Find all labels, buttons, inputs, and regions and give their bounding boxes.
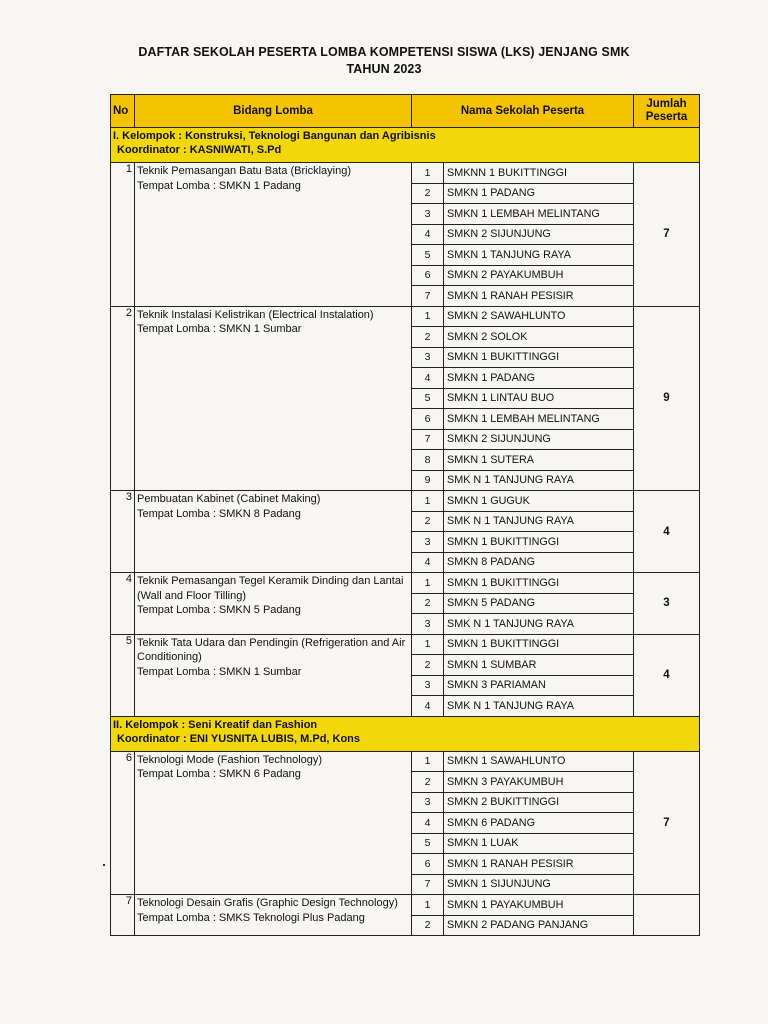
school-name: SMKN 1 PADANG [444,368,634,389]
school-name: SMKN 1 LUAK [444,833,634,854]
participant-count: 4 [634,634,700,716]
group-header [111,128,700,163]
school-index: 6 [412,854,444,875]
school-name: SMKN 8 PADANG [444,552,634,573]
group-row [111,716,700,751]
competition-name: Teknik Pemasangan Batu Bata (Bricklaying) [137,165,351,177]
school-name: SMKN 1 GUGUK [444,491,634,512]
competition-number: 7 [111,895,135,936]
competition-venue: Tempat Lomba : SMKN 5 Padang [137,604,301,616]
school-name: SMKN 1 PADANG [444,183,634,204]
competition-cell [135,634,412,716]
school-name: SMK N 1 TANJUNG RAYA [444,614,634,635]
school-name: SMKN 2 SIJUNJUNG [444,224,634,245]
school-name: SMK N 1 TANJUNG RAYA [444,696,634,717]
participant-count: 3 [634,573,700,635]
school-index: 4 [412,813,444,834]
group-header [111,716,700,751]
school-name: SMKN 1 LEMBAH MELINTANG [444,409,634,430]
school-name: SMKN 2 BUKITTINGGI [444,792,634,813]
school-name: SMKN 1 BUKITTINGGI [444,573,634,594]
participant-count [634,895,700,936]
competition-name: Teknik Pemasangan Tegel Keramik Dinding dan Lantai (Wall and Floor Tilling) [137,575,404,602]
participant-count: 7 [634,163,700,307]
school-name: SMKN 1 LEMBAH MELINTANG [444,204,634,225]
participants-table [110,94,700,936]
header-no: No [111,95,135,128]
header-bidang: Bidang Lomba [135,95,412,128]
competition-name: Pembuatan Kabinet (Cabinet Making) [137,493,321,505]
school-index: 1 [412,634,444,655]
school-name: SMKN 1 TANJUNG RAYA [444,245,634,266]
school-name: SMKN 2 SOLOK [444,327,634,348]
table-row [111,306,700,327]
school-index: 3 [412,614,444,635]
school-name: SMKNN 1 BUKITTINGGI [444,163,634,184]
group-title: II. Kelompok : Seni Kreatif dan Fashion [113,718,318,731]
table-row [111,751,700,772]
school-index: 2 [412,511,444,532]
competition-name: Teknologi Mode (Fashion Technology) [137,753,323,766]
participant-count: 4 [634,491,700,573]
competition-name: Teknik Instalasi Kelistrikan (Electrical Instalation) [137,308,374,321]
competition-cell [135,751,412,895]
school-name: SMKN 2 SIJUNJUNG [444,429,634,450]
school-name: SMKN 6 PADANG [444,813,634,834]
participant-count: 9 [634,306,700,491]
school-index: 3 [412,675,444,696]
school-index: 6 [412,409,444,430]
school-index: 3 [412,792,444,813]
title-line-2: TAHUN 2023 [346,62,422,76]
group-row [111,128,700,163]
competition-number: 6 [111,751,135,895]
school-index: 2 [412,655,444,676]
table-row [111,895,700,916]
school-index: 1 [412,163,444,184]
school-index: 5 [412,833,444,854]
school-index: 4 [412,224,444,245]
competition-cell [135,895,412,936]
school-index: 1 [412,751,444,772]
school-name: SMKN 2 PAYAKUMBUH [444,265,634,286]
school-name: SMKN 1 SUMBAR [444,655,634,676]
group-coordinator: Koordinator : ENI YUSNITA LUBIS, M.Pd, Kons [117,732,361,745]
header-sekolah: Nama Sekolah Peserta [412,95,634,128]
competition-number: 2 [111,306,135,491]
document-title [0,44,768,78]
competition-venue: Tempat Lomba : SMKN 1 Sumbar [137,665,302,678]
competition-cell [135,491,412,573]
header-jumlah: Jumlah Peserta [634,95,700,128]
competition-venue: Tempat Lomba : SMKN 1 Sumbar [137,323,302,335]
school-name: SMKN 1 SIJUNJUNG [444,874,634,895]
competition-venue: Tempat Lomba : SMKS Teknologi Plus Padang [137,911,365,924]
scan-speck [103,864,105,866]
school-name: SMKN 1 SAWAHLUNTO [444,751,634,772]
school-index: 7 [412,874,444,895]
school-index: 1 [412,573,444,594]
school-index: 3 [412,347,444,368]
school-name: SMKN 1 RANAH PESISIR [444,286,634,307]
school-index: 4 [412,552,444,573]
competition-cell [135,163,412,307]
school-index: 2 [412,772,444,793]
school-index: 5 [412,245,444,266]
school-index: 4 [412,696,444,717]
competition-venue: Tempat Lomba : SMKN 8 Padang [137,507,301,520]
school-index: 6 [412,265,444,286]
competition-number: 5 [111,634,135,716]
competition-number: 3 [111,491,135,573]
school-name: SMKN 2 PADANG PANJANG [444,915,634,936]
school-name: SMKN 1 SUTERA [444,450,634,471]
school-index: 2 [412,593,444,614]
school-name: SMK N 1 TANJUNG RAYA [444,511,634,532]
school-index: 2 [412,915,444,936]
school-name: SMKN 1 LINTAU BUO [444,388,634,409]
school-index: 3 [412,204,444,225]
school-index: 1 [412,306,444,327]
table-row [111,163,700,184]
school-name: SMKN 1 BUKITTINGGI [444,347,634,368]
school-name: SMKN 1 BUKITTINGGI [444,634,634,655]
school-index: 8 [412,450,444,471]
school-name: SMK N 1 TANJUNG RAYA [444,470,634,491]
school-name: SMKN 3 PARIAMAN [444,675,634,696]
school-name: SMKN 2 SAWAHLUNTO [444,306,634,327]
school-name: SMKN 1 PAYAKUMBUH [444,895,634,916]
title-line-1: DAFTAR SEKOLAH PESERTA LOMBA KOMPETENSI SISWA (LKS) JENJANG SMK [138,45,630,59]
school-name: SMKN 3 PAYAKUMBUH [444,772,634,793]
school-index: 1 [412,491,444,512]
competition-venue: Tempat Lomba : SMKN 6 Padang [137,768,301,780]
school-index: 4 [412,368,444,389]
school-index: 5 [412,388,444,409]
school-index: 9 [412,470,444,491]
school-index: 1 [412,895,444,916]
group-coordinator: Koordinator : KASNIWATI, S.Pd [117,144,282,156]
competition-number: 4 [111,573,135,635]
participant-count: 7 [634,751,700,895]
school-index: 3 [412,532,444,553]
competition-number: 1 [111,163,135,307]
table-row [111,491,700,512]
school-index: 2 [412,327,444,348]
competition-name: Teknik Tata Udara dan Pendingin (Refrigeration and Air Conditioning) [137,636,406,663]
school-name: SMKN 5 PADANG [444,593,634,614]
competition-cell [135,573,412,635]
school-index: 7 [412,429,444,450]
school-index: 7 [412,286,444,307]
table-row [111,573,700,594]
school-name: SMKN 1 RANAH PESISIR [444,854,634,875]
competition-name: Teknologi Desain Grafis (Graphic Design Technology) [137,897,398,909]
competition-cell [135,306,412,491]
group-title: I. Kelompok : Konstruksi, Teknologi Bangunan dan Agribisnis [113,130,436,142]
table-row [111,634,700,655]
school-index: 2 [412,183,444,204]
table-body [111,128,700,936]
competition-venue: Tempat Lomba : SMKN 1 Padang [137,179,301,192]
school-name: SMKN 1 BUKITTINGGI [444,532,634,553]
